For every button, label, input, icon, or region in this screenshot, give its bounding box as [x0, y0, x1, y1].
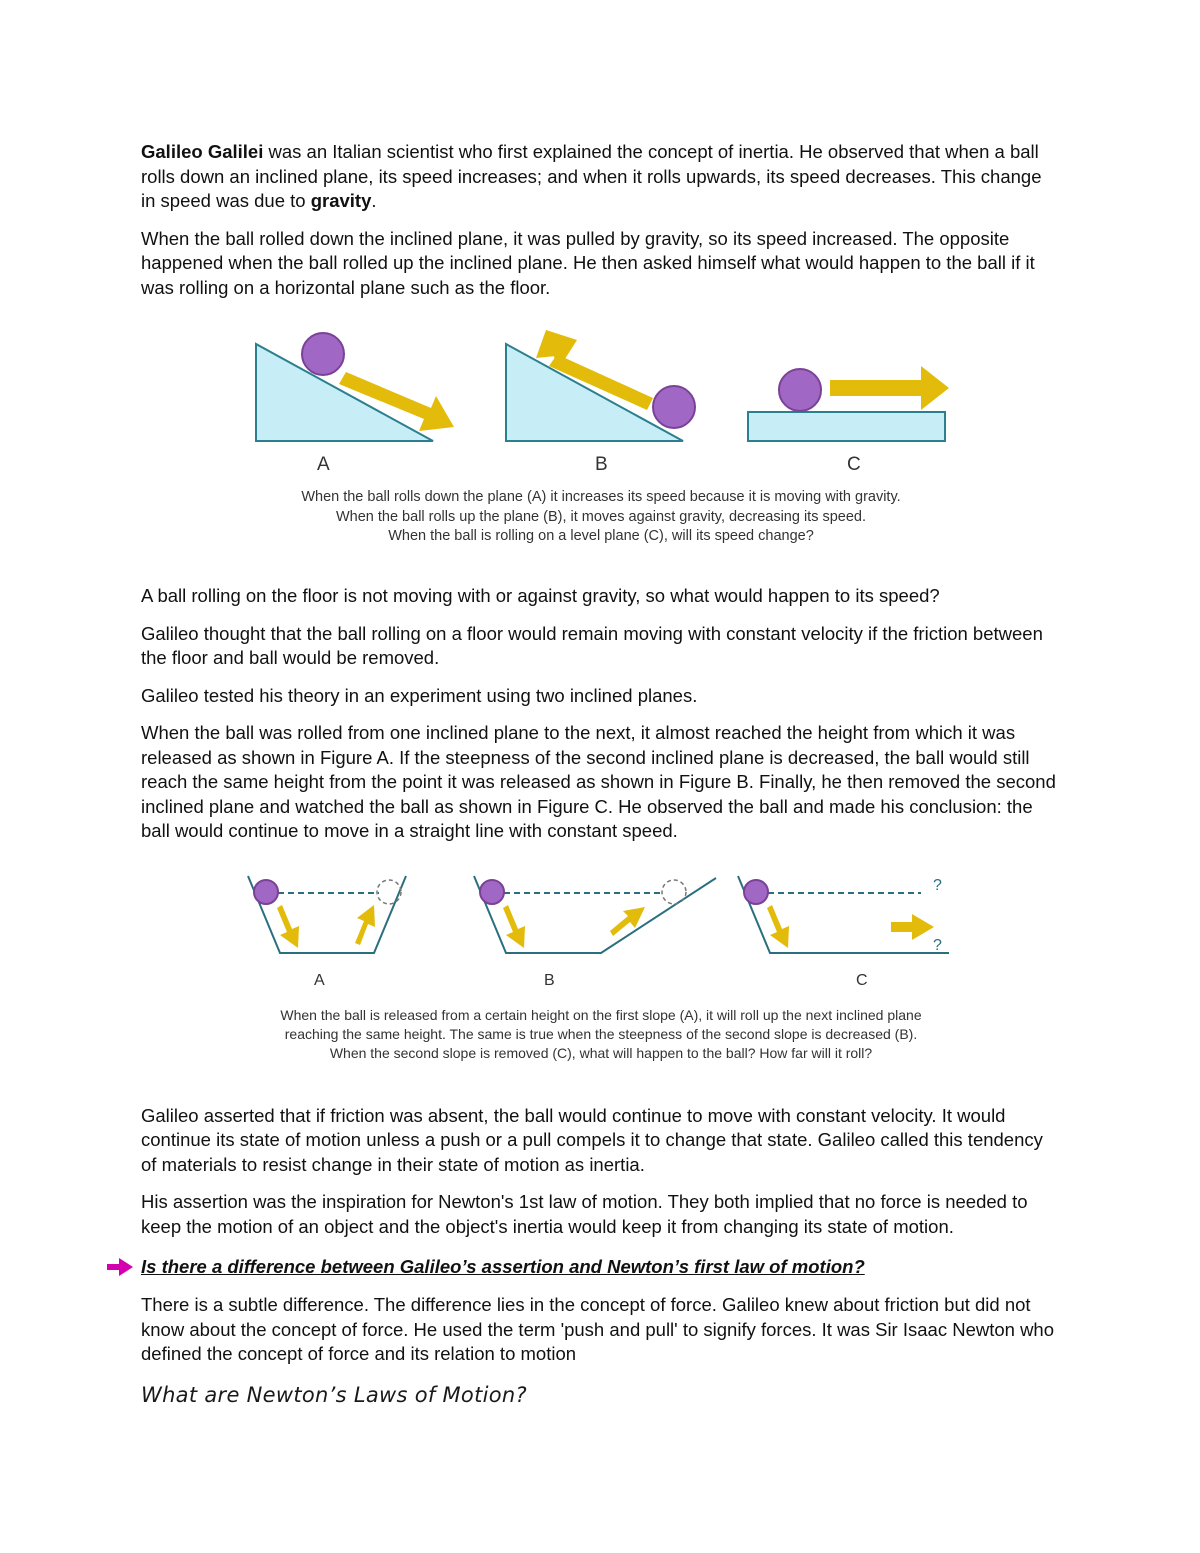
- ball-a-start: [254, 880, 278, 904]
- arrow-b-up: [610, 907, 645, 936]
- question-mark-bottom: ?: [933, 936, 942, 954]
- term-gravity: gravity: [310, 190, 372, 211]
- figure2-label-a: A: [314, 971, 325, 989]
- ball-c: [779, 369, 821, 411]
- arrow-c-down: [767, 905, 789, 948]
- arrow-b-down: [503, 905, 525, 948]
- ball-a-end: [377, 880, 401, 904]
- arrow-bullet-icon: [105, 1256, 135, 1278]
- section-heading-newtons-laws: What are Newton’s Laws of Motion?: [141, 1382, 527, 1407]
- question-heading: [105, 1255, 1061, 1279]
- figure1-caption: When the ball rolls down the plane (A) it increases its speed because it is moving with gravity. When the ball rolls up the plane (B), it moves against gravity, decreasing its speed. When the ball is rolling on a level plane (C), will its speed change?: [301, 489, 901, 544]
- ball-b-start: [480, 880, 504, 904]
- ramp-b: [506, 344, 683, 441]
- paragraph-experiment-detail: When the ball was rolled from one inclined plane to the next, it almost reached the height from which it was released as shown in Figure A. If the steepness of the second inclined plane is decreased, the ball would still reach the same height from the point it was released as shown in Figure B. Finally, he then removed the second inclined plane and watched the ball as shown in Figure C. He observed the ball and made his conclusion: the ball would continue to move in a straight line with constant speed.: [141, 722, 1056, 841]
- figure1-label-a: A: [317, 454, 330, 475]
- arrow-a-up: [355, 905, 375, 945]
- ball-b: [653, 386, 695, 428]
- figure-two-inclines: [141, 870, 1061, 1088]
- arrow-c-right: [891, 914, 934, 940]
- question-mark-top: ?: [933, 876, 942, 894]
- paragraph-floor-question: A ball rolling on the floor is not moving with or against gravity, so what would happen to its speed?: [141, 585, 940, 606]
- question-text: Is there a difference between Galileo’s assertion and Newton’s first law of motion?: [141, 1256, 865, 1277]
- arrow-right-c: [830, 366, 949, 410]
- figure2-caption: When the ball is released from a certain height on the first slope (A), it will roll up the next inclined plane reaching the same height. The same is true when the steepness of the second slope is decreased (B). When the second slope is removed (C), what will happen to the ball? How far will it roll?: [280, 1006, 922, 1061]
- figure2-label-b: B: [544, 971, 555, 989]
- paragraph-intro: Galileo Galilei was an Italian scientist who first explained the concept of inertia. He observed that when a ball rolls down an inclined plane, its speed increases; and when it rolls upwards, its speed decreases. This change in speed was due to gravity.: [141, 141, 1042, 211]
- paragraph-galileo-thought: Galileo thought that the ball rolling on a floor would remain moving with constant velocity if the friction between the floor and ball would be removed.: [141, 622, 1043, 668]
- paragraph-experiment: Galileo tested his theory in an experiment using two inclined planes.: [141, 684, 698, 706]
- figure2-label-c: C: [856, 971, 868, 989]
- document-page: [141, 140, 1061, 1407]
- term-galileo: Galileo Galilei: [141, 141, 264, 162]
- arrow-a-down: [277, 905, 299, 948]
- paragraph-newton-inspiration: His assertion was the inspiration for Newton's 1st law of motion. They both implied that no force is needed to keep the motion of an object and the object's inertia would keep it from changing its state of motion.: [141, 1191, 1028, 1237]
- ball-c-start: [744, 880, 768, 904]
- track-c: [738, 876, 949, 953]
- figure-inclined-planes: [141, 328, 1061, 568]
- ball-b-end: [662, 880, 686, 904]
- ball-a: [302, 333, 344, 375]
- figure1-label-c: C: [847, 454, 861, 475]
- paragraph-inclined-plane: When the ball rolled down the inclined plane, it was pulled by gravity, so its speed increased. The opposite happened when the ball rolled up the inclined plane. He then asked himself what would happen to the ball if it was rolling on a horizontal plane such as the floor.: [141, 227, 1035, 298]
- paragraph-subtle-difference: There is a subtle difference. The difference lies in the concept of force. Galileo knew about friction but did not know about the concept of force. He used the term 'push and pull' to signify forces. It was Sir Isaac Newton who defined the concept of force and its relation to motion: [141, 1294, 1055, 1364]
- figure1-label-b: B: [595, 454, 608, 475]
- level-plane-c: [748, 412, 945, 441]
- paragraph-galileo-asserted: Galileo asserted that if friction was absent, the ball would continue to move with constant velocity. It would continue its state of motion unless a push or a pull compels it to change that state. Galileo called this tendency of materials to resist change in their state of motion as inertia.: [141, 1104, 1043, 1175]
